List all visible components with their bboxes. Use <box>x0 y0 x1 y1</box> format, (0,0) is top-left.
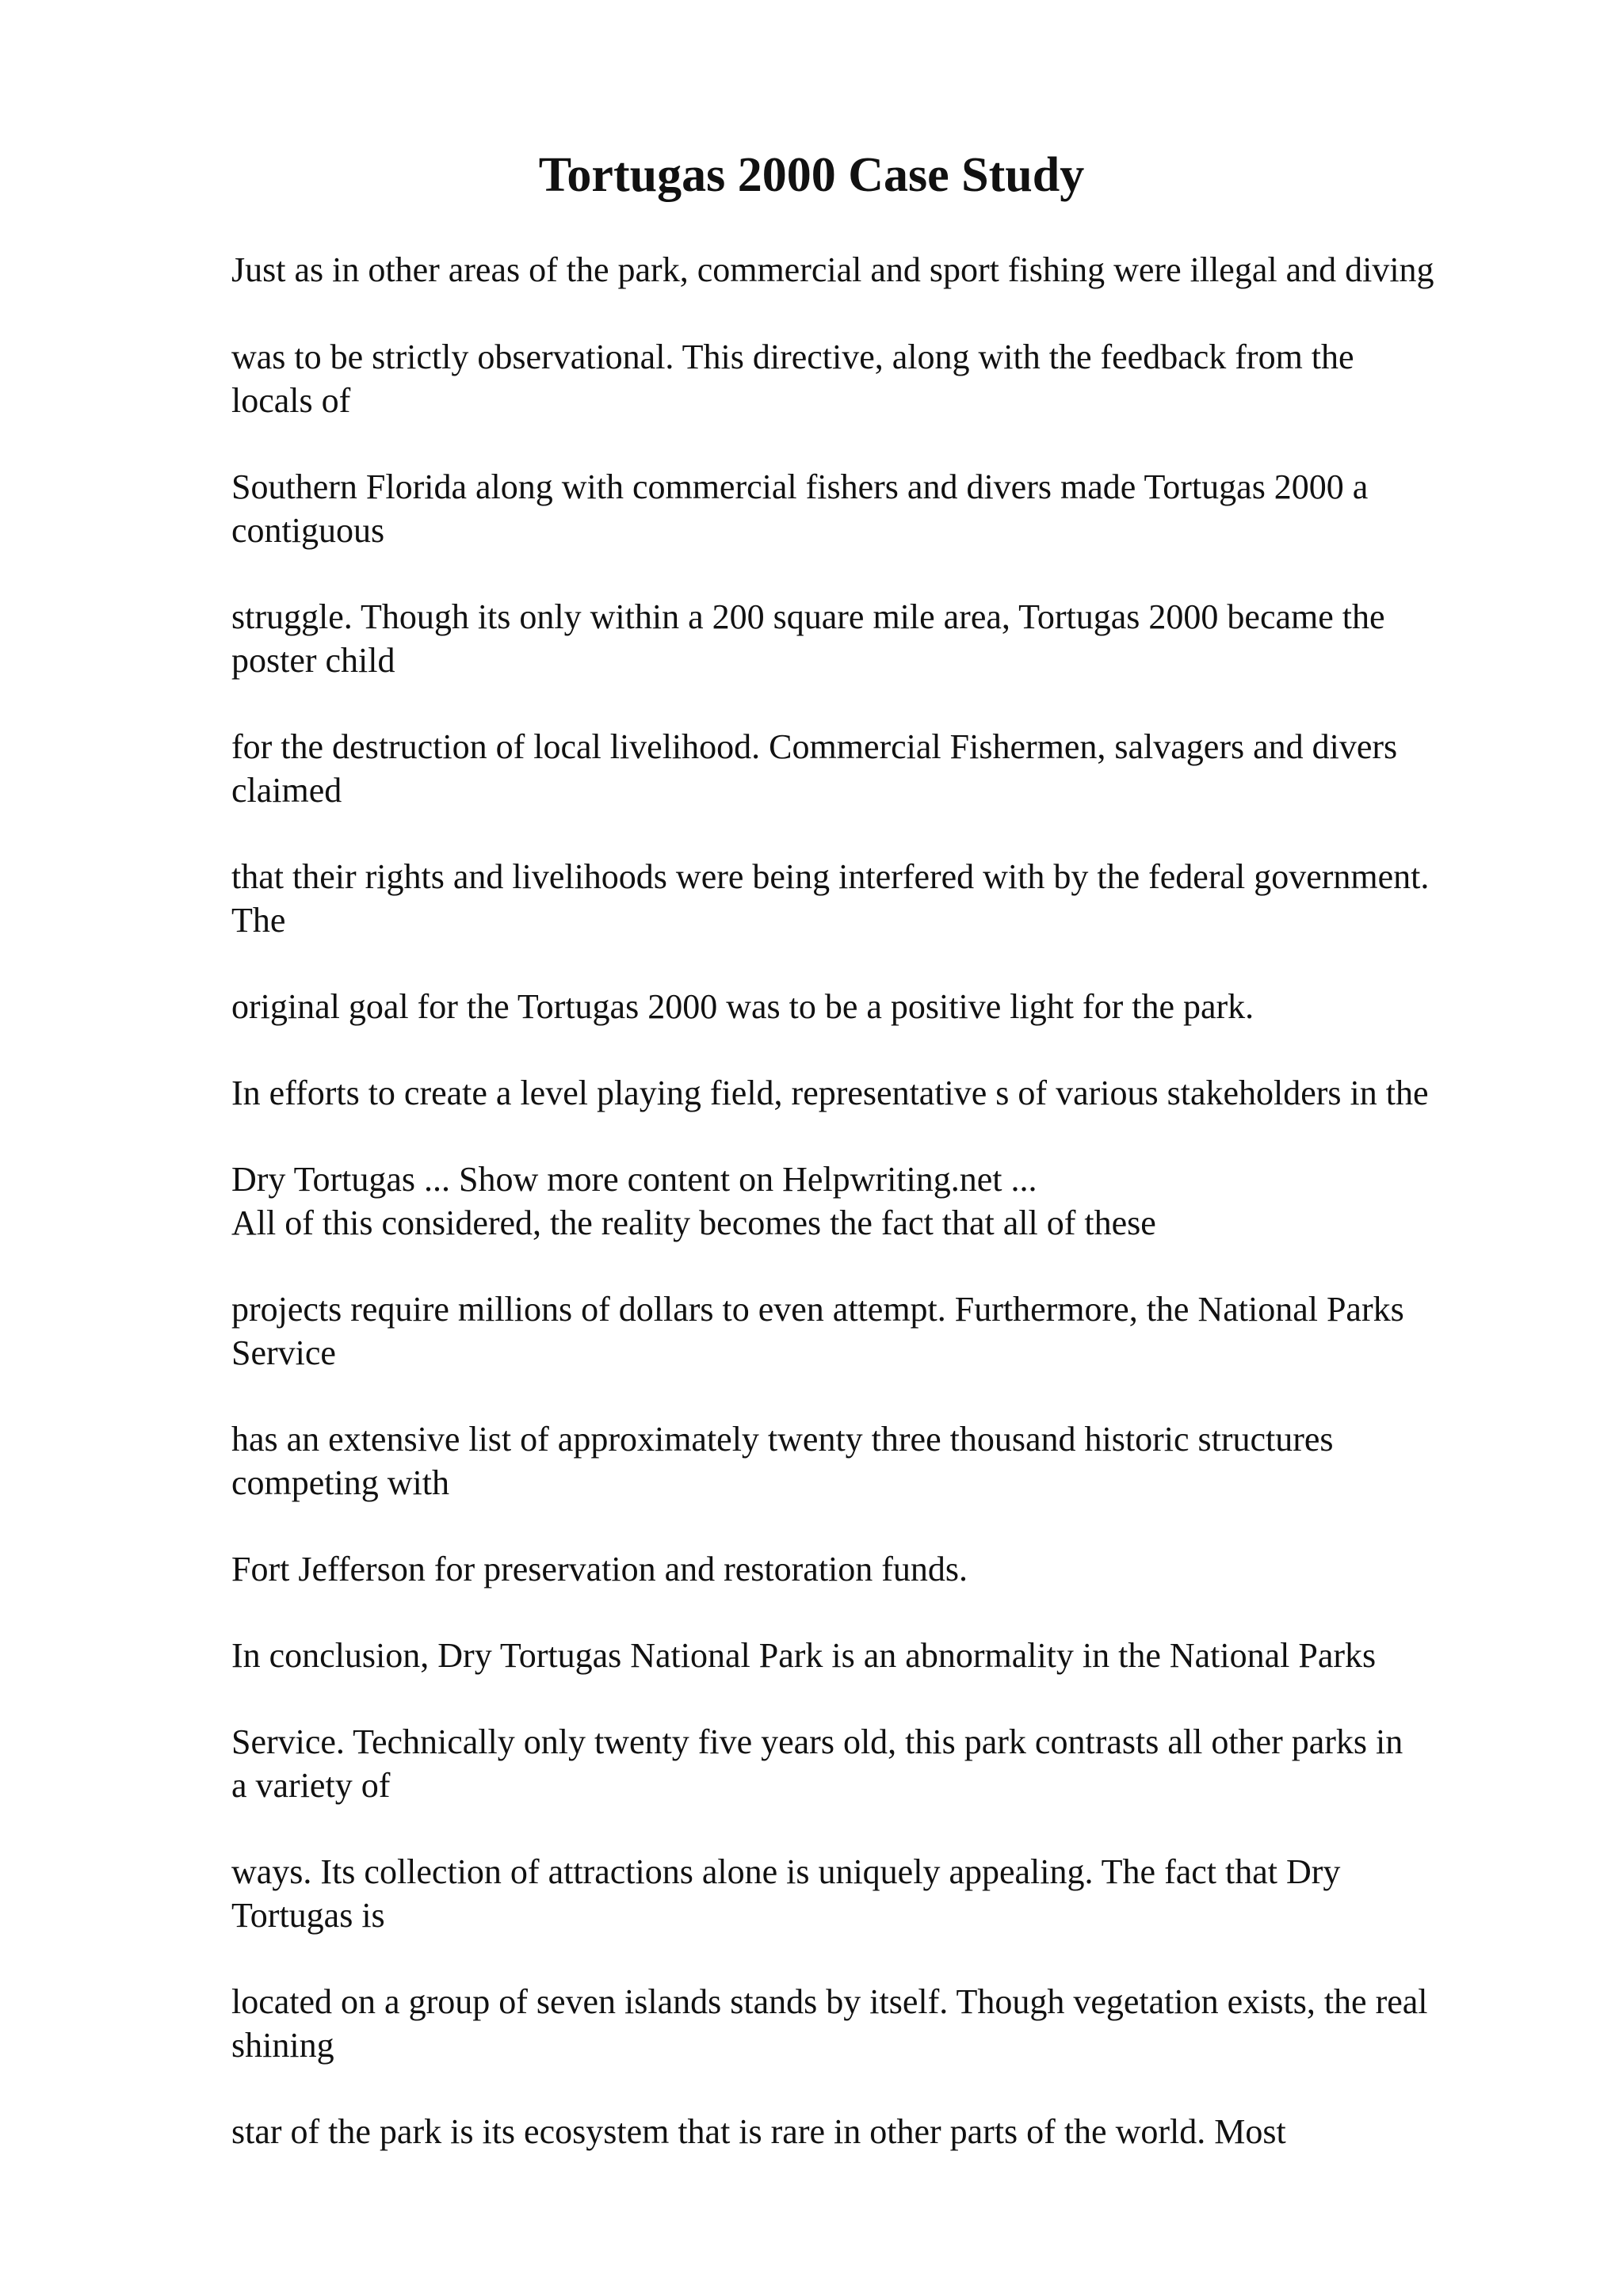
paragraph <box>231 1634 1531 1677</box>
paragraph <box>231 1980 1531 2067</box>
paragraph <box>231 2110 1531 2153</box>
text-line: was to be strictly observational. This directive, along with the feedback from the <box>231 338 1354 376</box>
text-line: ways. Its collection of attractions alone is uniquely appealing. The fact that Dry <box>231 1852 1341 1891</box>
paragraph <box>231 465 1531 552</box>
text-line: All of this considered, the reality becomes the fact that all of these <box>231 1203 1156 1242</box>
text-line: projects require millions of dollars to even attempt. Furthermore, the National Parks <box>231 1290 1404 1329</box>
paragraph <box>231 1071 1531 1115</box>
text-line: Service. Technically only twenty five years old, this park contrasts all other parks in <box>231 1722 1403 1761</box>
text-line: struggle. Though its only within a 200 square mile area, Tortugas 2000 became the <box>231 597 1385 636</box>
paragraph <box>231 985 1531 1028</box>
text-line: Fort Jefferson for preservation and restoration funds. <box>231 1550 968 1589</box>
text-line: The <box>231 901 286 940</box>
paragraph <box>231 1850 1531 1937</box>
paragraph <box>231 1720 1531 1807</box>
paragraph <box>231 1547 1531 1591</box>
paragraph <box>231 1287 1531 1375</box>
text-line: Service <box>231 1333 336 1372</box>
text-line: located on a group of seven islands stands by itself. Though vegetation exists, the real <box>231 1982 1428 2021</box>
paragraph <box>231 1158 1531 1245</box>
text-line: In conclusion, Dry Tortugas National Park is an abnormality in the National Parks <box>231 1636 1377 1675</box>
text-line: original goal for the Tortugas 2000 was to be a positive light for the park. <box>231 987 1254 1026</box>
text-line: locals of <box>231 381 351 420</box>
paragraph <box>231 335 1531 422</box>
text-line: contiguous <box>231 511 385 550</box>
text-line: has an extensive list of approximately twenty three thousand historic structures <box>231 1420 1334 1459</box>
text-line: Tortugas is <box>231 1896 385 1935</box>
text-line: a variety of <box>231 1766 391 1805</box>
paragraph <box>231 248 1531 292</box>
text-line: that their rights and livelihoods were being interfered with by the federal government. <box>231 857 1430 896</box>
text-line: Southern Florida along with commercial fishers and divers made Tortugas 2000 a <box>231 467 1369 506</box>
text-line: shining <box>231 2026 334 2065</box>
text-line: Just as in other areas of the park, commercial and sport fishing were illegal and diving <box>231 250 1434 289</box>
paragraph <box>231 1417 1531 1505</box>
text-line: claimed <box>231 771 342 810</box>
paragraph <box>231 725 1531 812</box>
text-line: Dry Tortugas ... Show more content on Helpwriting.net ... <box>231 1160 1037 1199</box>
paragraph <box>231 855 1531 942</box>
text-line: poster child <box>231 641 395 680</box>
document-title: Tortugas 2000 Case Study <box>538 148 1085 202</box>
text-line: In efforts to create a level playing field, representative s of various stakeholders in the <box>231 1074 1429 1112</box>
text-line: competing with <box>231 1463 449 1502</box>
text-line: for the destruction of local livelihood. Commercial Fishermen, salvagers and divers <box>231 727 1398 766</box>
paragraph <box>231 595 1531 682</box>
text-line: star of the park is its ecosystem that is rare in other parts of the world. Most <box>231 2112 1286 2151</box>
